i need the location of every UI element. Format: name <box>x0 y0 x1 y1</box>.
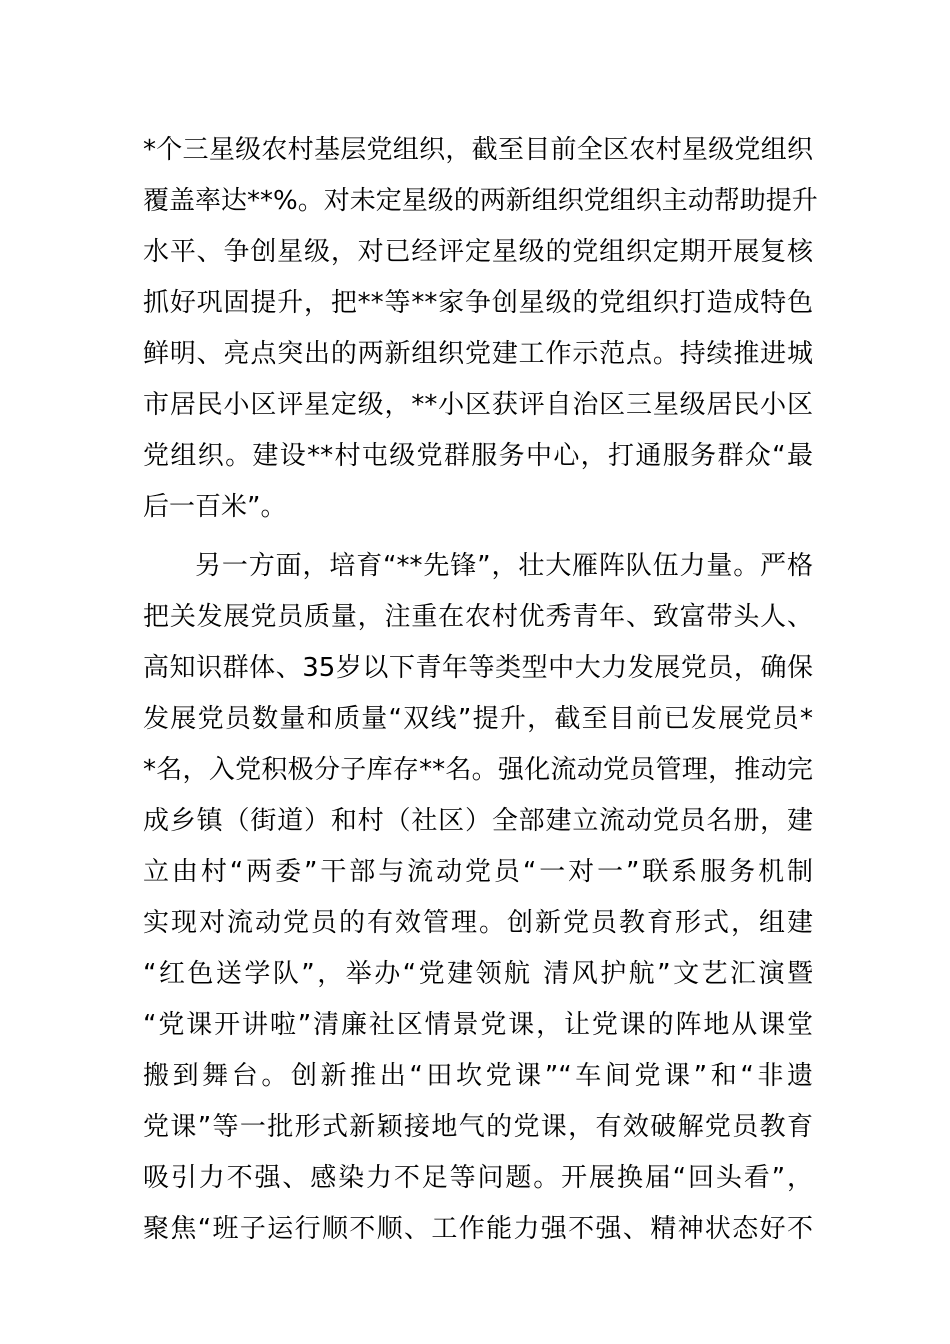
text-line: 立由村“两委”干部与流动党员“一对一”联系服务机制 <box>143 857 813 887</box>
document-body <box>143 125 818 1255</box>
paragraph-2 <box>143 541 813 1255</box>
text-line: 水平、争创星级，对已经评定星级的党组织定期开展复核 <box>143 237 813 267</box>
text-line: 搬到舞台。创新推出“田坎党课”“车间党课”和“非遗 <box>143 1061 813 1091</box>
text-line: “党课开讲啦”清廉社区情景党课，让党课的阵地从课堂 <box>143 1010 813 1040</box>
text-line: 市居民小区评星定级，**小区获评自治区三星级居民小区 <box>143 390 813 420</box>
text-line: 鲜明、亮点突出的两新组织党建工作示范点。持续推进城 <box>143 339 813 369</box>
text-line: 高知识群体、35岁以下青年等类型中大力发展党员，确保 <box>143 653 813 683</box>
text-line: 党课”等一批形式新颖接地气的党课，有效破解党员教育 <box>143 1112 813 1142</box>
text-line: “红色送学队”，举办“党建领航 清风护航”文艺汇演暨 <box>143 959 813 989</box>
text-line: *名，入党积极分子库存**名。强化流动党员管理，推动完 <box>143 755 813 785</box>
text-line: 成乡镇（街道）和村（社区）全部建立流动党员名册，建 <box>143 806 813 836</box>
text-line: 聚焦“班子运行顺不顺、工作能力强不强、精神状态好不 <box>143 1214 813 1244</box>
text-line: 另一方面，培育“**先锋”，壮大雁阵队伍力量。严格 <box>195 551 813 581</box>
paragraph-spacer <box>143 533 813 541</box>
text-line: 党组织。建设**村屯级党群服务中心，打通服务群众“最 <box>143 441 813 471</box>
text-line: *个三星级农村基层党组织，截至目前全区农村星级党组织 <box>143 135 813 165</box>
text-line: 抓好巩固提升，把**等**家争创星级的党组织打造成特色 <box>143 288 813 318</box>
text-line: 把关发展党员质量，注重在农村优秀青年、致富带头人、 <box>143 602 813 632</box>
text-line: 实现对流动党员的有效管理。创新党员教育形式，组建 <box>143 908 813 938</box>
text-line: 发展党员数量和质量“双线”提升，截至目前已发展党员* <box>143 704 813 734</box>
text-line: 后一百米”。 <box>143 492 287 522</box>
text-line: 吸引力不强、感染力不足等问题。开展换届“回头看”， <box>143 1163 813 1193</box>
text-line: 覆盖率达**%。对未定星级的两新组织党组织主动帮助提升 <box>143 186 818 216</box>
paragraph-1 <box>143 125 818 533</box>
